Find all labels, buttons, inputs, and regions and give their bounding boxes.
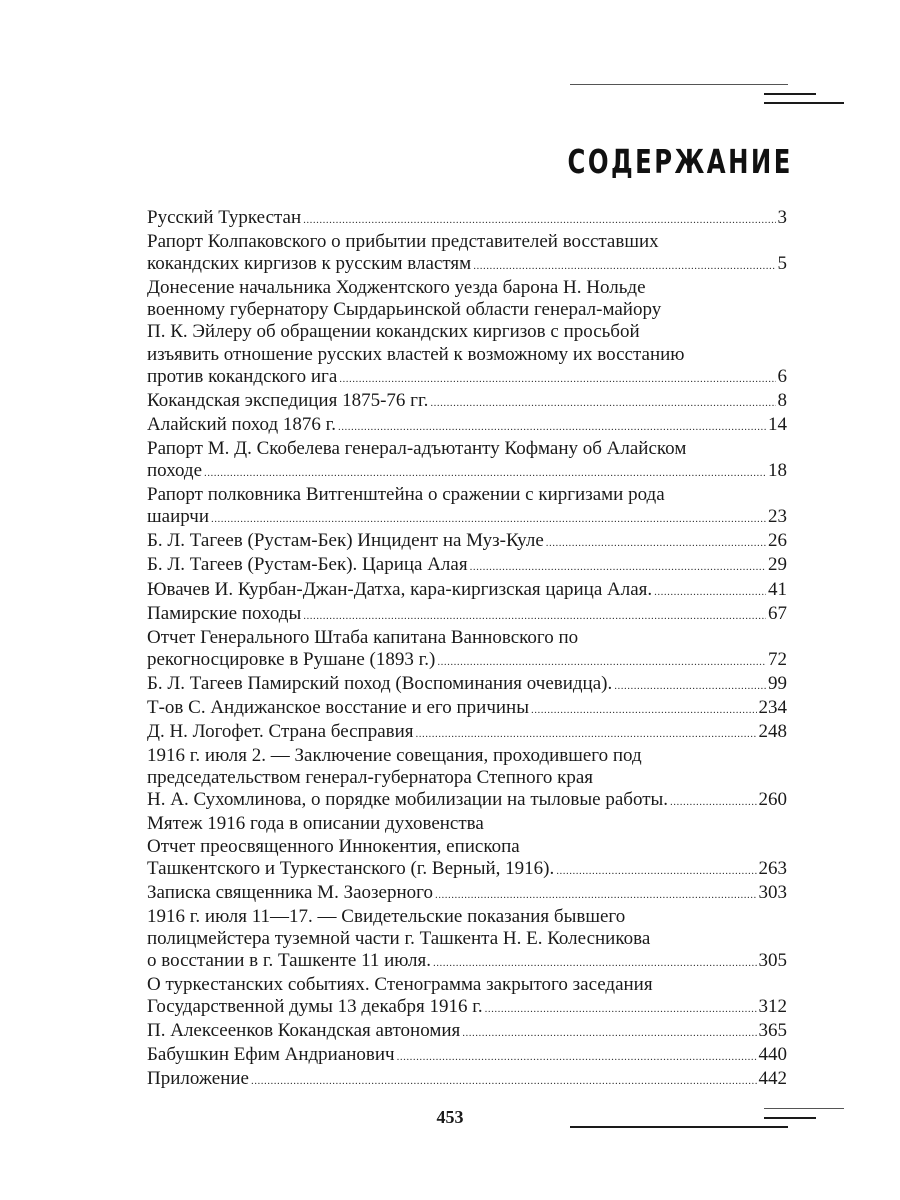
toc-entry-line	[147, 579, 787, 603]
toc-entry-line	[147, 1068, 787, 1092]
toc-entry	[147, 813, 787, 835]
toc-entry-title-line: Отчет преосвященного Иннокентия, епископа	[147, 835, 520, 857]
toc-entry-line	[147, 603, 787, 627]
dot-leader	[211, 508, 766, 530]
dot-leader	[546, 532, 766, 554]
dot-leader	[614, 675, 766, 697]
toc-entry	[147, 484, 787, 530]
dot-leader	[462, 1022, 756, 1044]
toc-entry-page: 72	[768, 648, 787, 670]
dot-leader	[416, 723, 757, 745]
toc-entry	[147, 1044, 787, 1068]
toc-entry	[147, 1020, 787, 1044]
dot-leader	[556, 860, 756, 882]
toc-entry-title-line: 1916 г. июля 2. — Заключение совещания, проходившего под	[147, 745, 642, 767]
toc-entry-title-line: Алайский поход 1876 г.	[147, 413, 337, 435]
toc-entry-page: 6	[777, 365, 787, 387]
page-title: СОДЕРЖАНИЕ	[567, 142, 793, 181]
toc-entry-title-line: Н. А. Сухомлинова, о порядке мобилизации на тыловые работы.	[147, 789, 669, 811]
toc-entry	[147, 554, 787, 578]
toc-entry-page: 260	[758, 789, 787, 811]
toc-entry-title-line: Рапорт М. Д. Скобелева генерал-адъютанту Кофману об Алайском	[147, 437, 687, 459]
toc-entry-title-line: Ювачев И. Курбан-Джан-Датха, кара-киргизская царица Алая.	[147, 578, 653, 600]
toc-entry-page: 305	[758, 950, 787, 971]
top-rule-medium	[764, 102, 844, 104]
dot-leader	[485, 998, 757, 1020]
toc-entry	[147, 390, 787, 414]
toc-entry-line	[147, 697, 787, 721]
toc-entry-title-line: Ташкентского и Туркестанского (г. Верный, 1916).	[147, 857, 555, 879]
toc-entry-line	[147, 882, 787, 906]
toc-entry-title-line: против кокандского ига	[147, 365, 338, 387]
toc-entry-page: 67	[768, 602, 787, 624]
toc-entry	[147, 530, 787, 554]
toc-entry-line	[147, 950, 787, 974]
bottom-rule-short-thin	[764, 1108, 844, 1109]
toc-entry	[147, 603, 787, 627]
toc-entry	[147, 627, 787, 673]
dot-leader	[303, 209, 775, 231]
toc-entry-line	[147, 789, 787, 813]
toc-entry-line	[147, 858, 787, 882]
toc-entry-title-line: П. Алексеенков Кокандская автономия	[147, 1020, 461, 1042]
toc-entry-title-line: о восстании в г. Ташкенте 11 июля.	[147, 950, 431, 971]
toc-entry-title-line: Д. Н. Логофет. Страна бесправия	[147, 721, 414, 743]
toc-entry-page: 248	[758, 721, 787, 743]
bottom-rule-short	[764, 1117, 816, 1119]
toc-entry-title-line: П. К. Эйлеру об обращении кокандских киргизов с просьбой	[147, 321, 640, 343]
toc-entry-line	[147, 253, 787, 277]
toc-entry-title-line: Рапорт Колпаковского о прибытии представителей восставших	[147, 231, 659, 253]
table-of-contents	[147, 207, 787, 1093]
toc-entry	[147, 1068, 787, 1092]
dot-leader	[303, 605, 766, 627]
toc-entry-title-line: Государственной думы 13 декабря 1916 г.	[147, 996, 483, 1018]
toc-entry	[147, 207, 787, 231]
dot-leader	[430, 392, 775, 414]
toc-entry-title-line: Русский Туркестан	[147, 207, 302, 228]
toc-entry	[147, 438, 787, 484]
toc-entry-title-line: О туркестанских событиях. Стенограмма закрытого заседания	[147, 974, 653, 996]
dot-leader	[397, 1046, 757, 1068]
toc-entry-line	[147, 673, 787, 697]
dot-leader	[338, 416, 766, 438]
toc-entry	[147, 721, 787, 745]
toc-entry-line	[147, 460, 787, 484]
toc-entry	[147, 836, 787, 882]
toc-entry	[147, 974, 787, 1020]
toc-entry	[147, 277, 787, 389]
toc-entry	[147, 697, 787, 721]
dot-leader	[437, 651, 766, 673]
toc-entry	[147, 673, 787, 697]
toc-entry	[147, 231, 787, 277]
toc-entry-title-line: кокандских киргизов к русским властям	[147, 253, 472, 275]
toc-entry-line	[147, 996, 787, 1020]
toc-entry	[147, 414, 787, 438]
toc-entry-title-line: Кокандская экспедиция 1875-76 гг.	[147, 389, 429, 411]
toc-entry-title-line: полицмейстера туземной части г. Ташкента Н. Е. Колесникова	[147, 927, 651, 949]
toc-entry-line	[147, 554, 787, 578]
toc-entry-title-line: председательством генерал-губернатора Степного края	[147, 767, 594, 789]
toc-entry-page: 14	[768, 413, 787, 435]
toc-entry-title-line: Записка священника М. Заозерного	[147, 881, 433, 903]
dot-leader	[204, 462, 766, 484]
dot-leader	[339, 368, 775, 390]
toc-entry-title-line: Приложение	[147, 1068, 249, 1090]
toc-entry-title-line: Б. Л. Тагеев (Рустам-Бек) Инцидент на Муз-Куле	[147, 530, 544, 552]
toc-entry-title-line: Отчет Генерального Штаба капитана Ванновского по	[147, 626, 579, 648]
dot-leader	[433, 952, 757, 974]
top-rule-short	[764, 93, 816, 95]
toc-entry-page: 312	[758, 996, 787, 1018]
toc-entry-line	[147, 1020, 787, 1044]
toc-entry-title-line: Донесение начальника Ходжентского уезда барона Н. Нольде	[147, 277, 646, 299]
dot-leader	[531, 699, 757, 721]
toc-entry-title-line: 1916 г. июля 11—17. — Свидетельские показания бывшего	[147, 905, 626, 927]
toc-entry-line	[147, 390, 787, 414]
toc-entry	[147, 745, 787, 813]
toc-entry-page: 41	[768, 578, 787, 600]
dot-leader	[473, 255, 775, 277]
toc-entry-page: 365	[758, 1020, 787, 1042]
toc-entry-page: 303	[758, 881, 787, 903]
toc-entry-page: 3	[777, 207, 787, 228]
toc-entry-title-line: походе	[147, 460, 203, 482]
toc-entry-title-line: Б. Л. Тагеев Памирский поход (Воспоминания очевидца).	[147, 672, 613, 694]
toc-entry	[147, 579, 787, 603]
toc-entry-line	[147, 530, 787, 554]
toc-entry-title-line: Б. Л. Тагеев (Рустам-Бек). Царица Алая	[147, 554, 468, 576]
toc-entry-line	[147, 649, 787, 673]
toc-entry-title-line: рекогносцировке в Рушане (1893 г.)	[147, 648, 436, 670]
toc-entry-line	[147, 366, 787, 390]
dot-leader	[435, 884, 757, 906]
toc-entry-page: 99	[768, 672, 787, 694]
toc-entry-line	[147, 813, 787, 835]
toc-entry-line	[147, 721, 787, 745]
toc-entry-title-line: Памирские походы	[147, 602, 302, 624]
toc-entry-line	[147, 414, 787, 438]
dot-leader	[654, 581, 766, 603]
toc-entry-line	[147, 506, 787, 530]
toc-entry-line	[147, 207, 787, 231]
toc-entry	[147, 882, 787, 906]
toc-entry	[147, 906, 787, 974]
toc-entry-title-line: Мятеж 1916 года в описании духовенства	[147, 813, 484, 835]
toc-entry-page: 263	[758, 857, 787, 879]
toc-entry-title-line: военному губернатору Сырдарьинской области генерал-майору	[147, 299, 662, 321]
dot-leader	[470, 556, 766, 578]
toc-entry-line	[147, 1044, 787, 1068]
dot-leader	[670, 791, 756, 813]
toc-entry-page: 18	[768, 460, 787, 482]
toc-entry-title-line: Т-ов С. Андижанское восстание и его причины	[147, 696, 529, 718]
toc-entry-page: 26	[768, 530, 787, 552]
toc-entry-title-line: Рапорт полковника Витгенштейна о сражении с киргизами рода	[147, 484, 665, 506]
bottom-rule-long	[570, 1126, 788, 1128]
dot-leader	[251, 1070, 757, 1092]
toc-entry-page: 234	[758, 696, 787, 718]
toc-entry-title-line: шаирчи	[147, 506, 209, 528]
toc-entry-page: 29	[768, 554, 787, 576]
page-number: 453	[436, 1107, 464, 1127]
toc-entry-page: 440	[758, 1044, 787, 1066]
toc-entry-page: 442	[758, 1068, 787, 1090]
top-rule-long	[570, 84, 788, 85]
toc-entry-page: 8	[777, 389, 787, 411]
toc-entry-title-line: изъявить отношение русских властей к возможному их восстанию	[147, 343, 685, 365]
toc-entry-page: 5	[777, 253, 787, 275]
toc-entry-title-line: Бабушкин Ефим Андрианович	[147, 1044, 395, 1066]
toc-entry-page: 23	[768, 506, 787, 528]
